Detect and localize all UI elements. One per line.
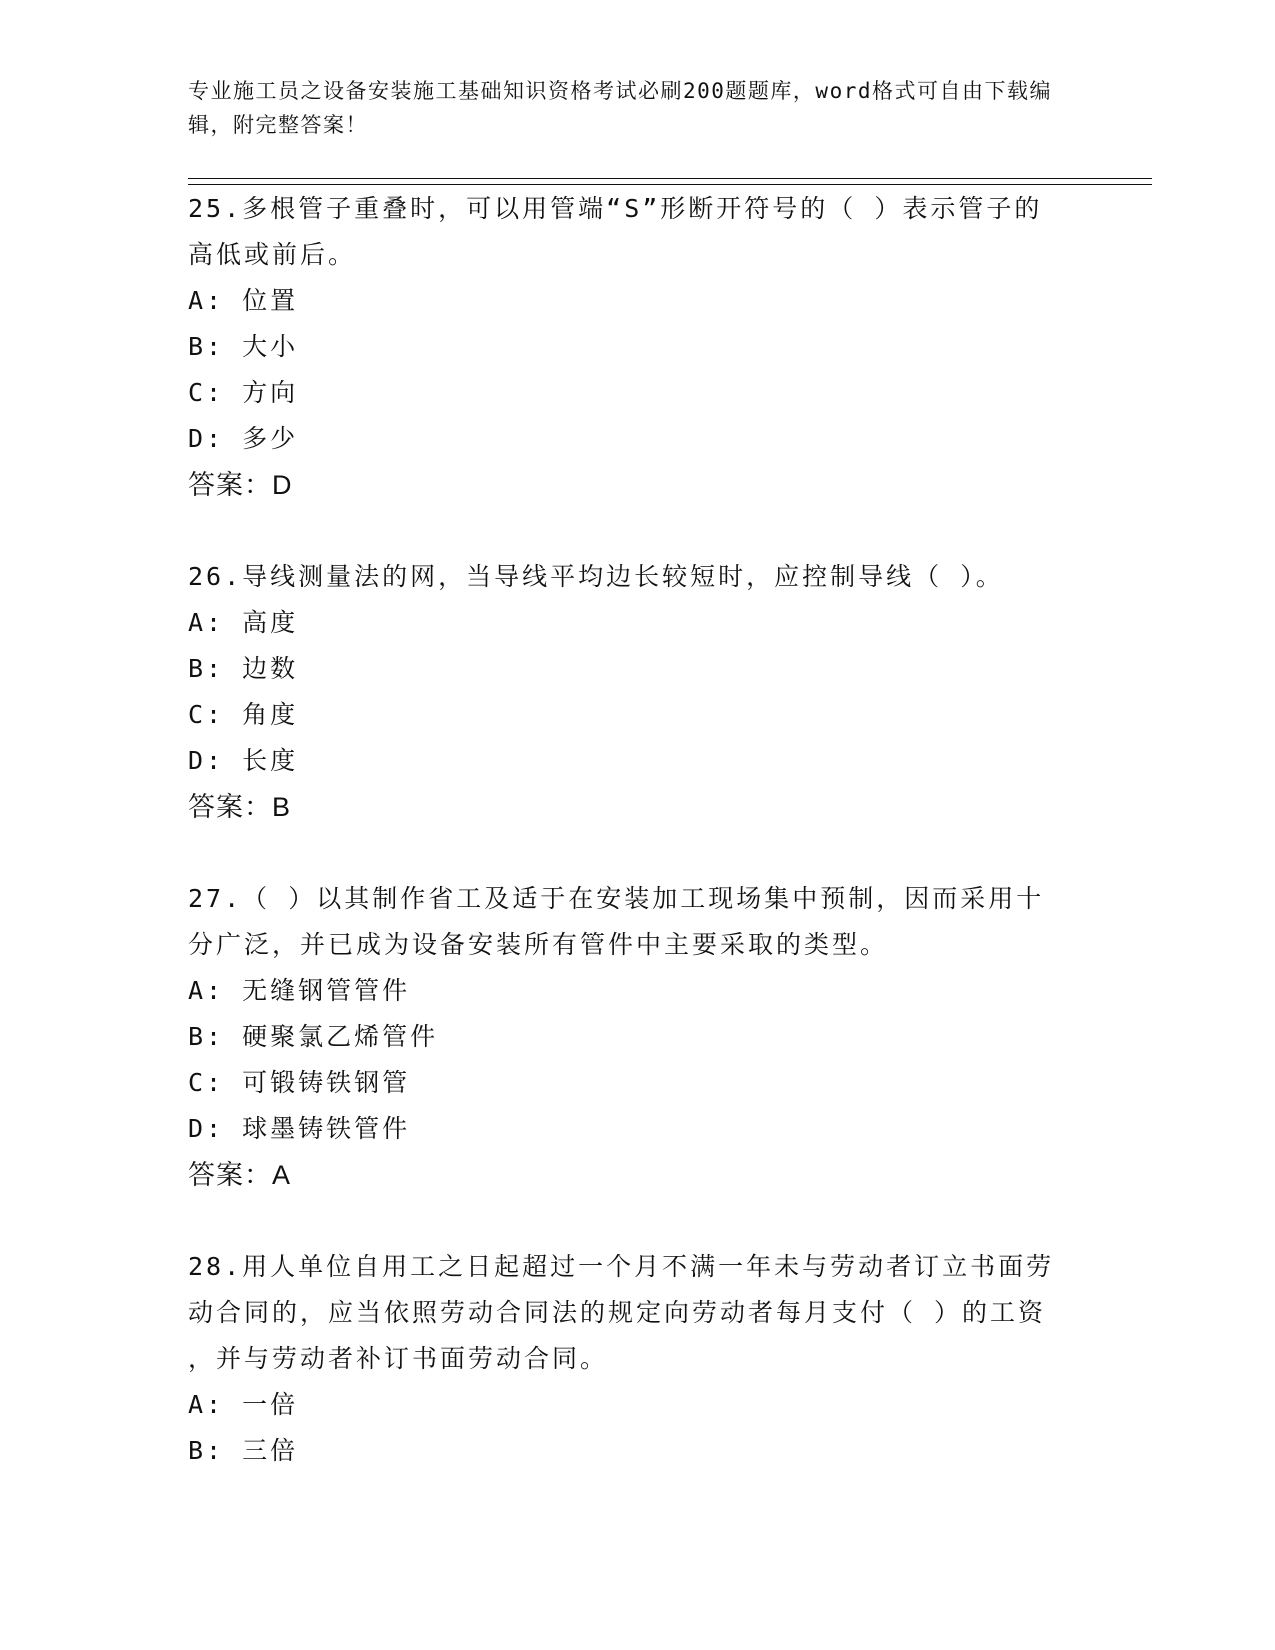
option-a: A: 一倍: [188, 1390, 299, 1419]
question-stem-line: 28.用人单位自用工之日起超过一个月不满一年未与劳动者订立书面劳: [188, 1252, 1055, 1281]
document-header: 专业施工员之设备安装施工基础知识资格考试必刷200题题库，word格式可自由下载编辑，附完整答案！: [188, 79, 1052, 137]
question-stem-line: 27.（ ）以其制作省工及适于在安装加工现场集中预制，因而采用十: [188, 884, 1045, 913]
header-divider-top: [188, 178, 1152, 179]
option-c: C: 可锻铸铁钢管: [188, 1068, 411, 1097]
option-d: D: 长度: [188, 746, 299, 775]
answer-line: 答案：D: [188, 470, 293, 500]
option-b: B: 三倍: [188, 1436, 299, 1465]
option-a: A: 无缝钢管管件: [188, 976, 411, 1005]
answer-line: 答案：B: [188, 792, 292, 822]
question-stem-line: ，并与劳动者补订书面劳动合同。: [188, 1344, 609, 1373]
question-stem-line: 分广泛，并已成为设备安装所有管件中主要采取的类型。: [188, 930, 889, 959]
question-stem-line: 高低或前后。: [188, 240, 357, 269]
option-a: A: 位置: [188, 286, 299, 315]
option-b: B: 边数: [188, 654, 299, 683]
header-divider-bottom: [188, 184, 1152, 185]
question-stem-line: 动合同的，应当依照劳动合同法的规定向劳动者每月支付（ ）的工资: [188, 1298, 1047, 1327]
option-d: D: 多少: [188, 424, 299, 453]
option-b: B: 硬聚氯乙烯管件: [188, 1022, 439, 1051]
question-28: [188, 1244, 1088, 1474]
option-b: B: 大小: [188, 332, 299, 361]
option-d: D: 球墨铸铁管件: [188, 1114, 411, 1143]
option-a: A: 高度: [188, 608, 299, 637]
question-26: [188, 554, 1088, 830]
question-stem-line: 25.多根管子重叠时，可以用管端“S”形断开符号的（ ）表示管子的: [188, 194, 1043, 223]
answer-line: 答案：A: [188, 1160, 292, 1190]
question-stem-line: 26.导线测量法的网，当导线平均边长较短时，应控制导线（ ）。: [188, 562, 1004, 591]
question-27: [188, 876, 1088, 1198]
question-25: [188, 186, 1088, 508]
option-c: C: 角度: [188, 700, 299, 729]
option-c: C: 方向: [188, 378, 299, 407]
